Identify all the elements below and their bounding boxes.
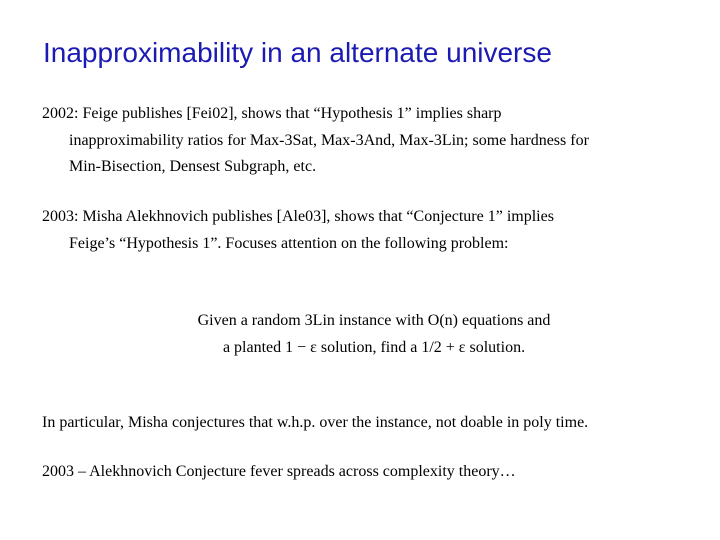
paragraph-line: Min-Bisection, Densest Subgraph, etc. xyxy=(69,158,317,175)
problem-line: Given a random 3Lin instance with O(n) equations and xyxy=(197,312,551,329)
problem-line: a planted 1 − ε solution, find a 1/2 + ε solution. xyxy=(222,338,526,356)
paragraph-line: 2003 – Alekhnovich Conjecture fever spreads across complexity theory… xyxy=(42,463,516,480)
paragraph-feige-2002 xyxy=(42,101,692,181)
paragraph-conjecture xyxy=(42,410,692,437)
paragraph-line: In particular, Misha conjectures that w.h.p. over the instance, not doable in poly time. xyxy=(42,414,589,431)
problem-statement xyxy=(0,308,720,361)
paragraph-line: Feige’s “Hypothesis 1”. Focuses attention on the following problem: xyxy=(69,234,509,252)
slide-title: Inapproximability in an alternate universe xyxy=(43,37,552,68)
paragraph-alekhnovich-2003 xyxy=(42,204,692,257)
paragraph-fever xyxy=(42,459,692,486)
paragraph-line: 2002: Feige publishes [Fei02], shows that “Hypothesis 1” implies sharp xyxy=(42,105,502,122)
paragraph-line: 2003: Misha Alekhnovich publishes [Ale03], shows that “Conjecture 1” implies xyxy=(42,208,554,225)
paragraph-line: inapproximability ratios for Max-3Sat, Max-3And, Max-3Lin; some hardness for xyxy=(69,131,589,149)
